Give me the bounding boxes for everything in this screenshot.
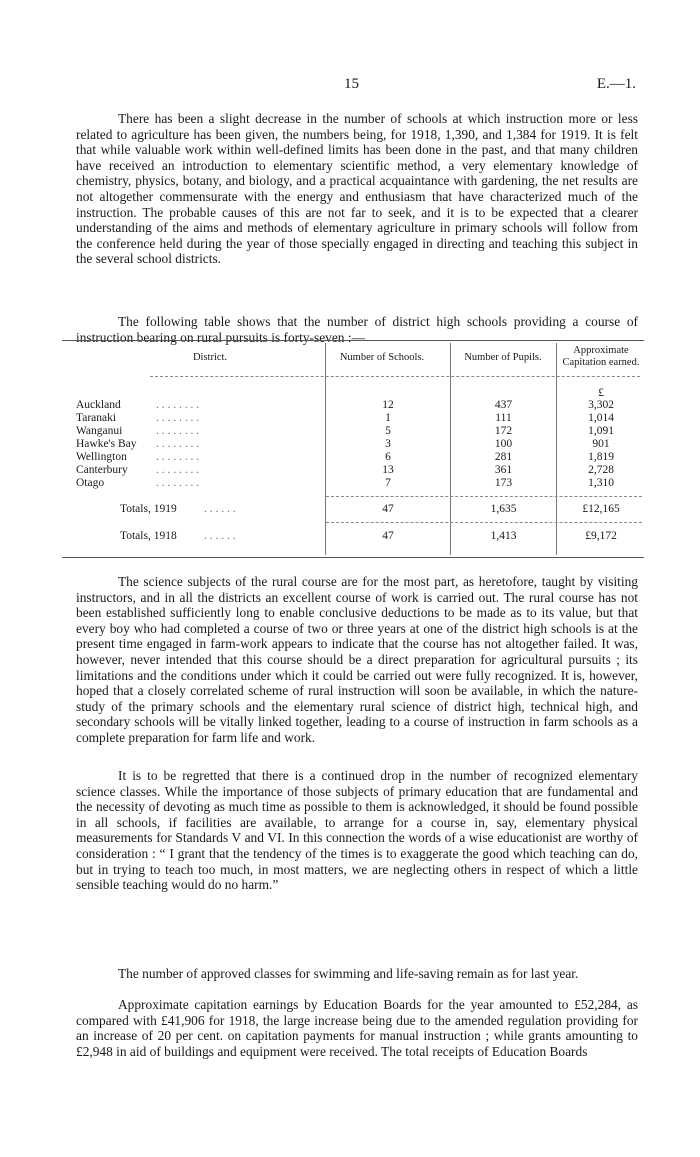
- table-top-rule: [62, 340, 644, 341]
- table-row-pupils: 361: [494, 464, 513, 476]
- page-number: 15: [344, 76, 359, 92]
- paragraph-rural-course: The science subjects of the rural course are for the most part, as heretofore, taught by visiting instructors, and in all the districts an excellent course of work is carried out. The rural course has not been established sufficiently long to enable conclusive deductions to be made as to its value, but that every boy who had completed a course of two or three years at one of the district high schools is at the present time engaged in farm-work appears to indicate that the course has not altogether failed. It was, however, never intended that this course should be a direct preparation for agricultural pursuits ; its limitations and the conditions under which it could be carried out were fully recognized. It is, however, hoped that a closely correlated scheme of rural instruction will soon be available, in which the nature-study of the primary schools and the elementary rural science of district high, technical high, and secondary schools will be vitally linked together, leading to a course of instruction in farm schools as a complete preparation for farm life and work.: [76, 574, 638, 745]
- leader-dots: . . . . . .: [204, 530, 236, 542]
- table-row-schools: 3: [385, 438, 391, 450]
- totals-pupils: 1,413: [490, 530, 517, 542]
- leader-dots: . . . . . . . .: [156, 477, 200, 489]
- header-rule: [150, 376, 640, 377]
- column-header-district: District.: [192, 352, 228, 363]
- column-header-pupils: Number of Pupils.: [464, 352, 542, 363]
- table-row-capitation: 1,310: [588, 477, 614, 489]
- totals-label: Totals, 1918: [120, 530, 177, 542]
- table-row-capitation: 3,302: [588, 399, 614, 411]
- table-row-district: Wanganui: [76, 425, 123, 437]
- leader-dots: . . . . . . . .: [156, 438, 200, 450]
- leader-dots: . . . . . . . .: [156, 451, 200, 463]
- table-row-district: Wellington: [76, 451, 127, 463]
- paragraph-capitation-earnings: Approximate capitation earnings by Education Boards for the year amounted to £52,284, as compared with £41,906 for 1918, the large increase being due to the amended regulation providing for an increase of 20 per cent. on capitation payments for manual instruction ; while grants amounting to £2,948 in aid of buildings and equipment were received. The total receipts of Education Boards: [76, 997, 638, 1059]
- table-row-pupils: 111: [495, 412, 512, 424]
- paragraph-swimming-classes: The number of approved classes for swimming and life-saving remain as for last year.: [118, 966, 579, 981]
- table-row-district: Canterbury: [76, 464, 128, 476]
- table-row-schools: 12: [382, 399, 394, 411]
- leader-dots: . . . . . . . .: [156, 425, 200, 437]
- table-row-district: Hawke's Bay: [76, 438, 137, 450]
- leader-dots: . . . . . . . .: [156, 399, 200, 411]
- table-row-schools: 6: [385, 451, 391, 463]
- paragraph-science-classes: It is to be regretted that there is a continued drop in the number of recognized elementary science classes. While the importance of those subjects of primary education that are fundamental and the necessity of devoting as much time as possible to them is acknowledged, it should be found possible in all schools, if facilities are available, to arrange for a course in, say, elementary physical measurements for Standards V and VI. In this connection the words of a wise educationist are worthy of consideration : “ I grant that the tendency of the times is to exaggerate the good which teaching can do, but in trying to teach too much, in most matters, we are neglecting others in respect of which a little sensible teaching would do no harm.”: [76, 768, 638, 893]
- totals-rule: [326, 496, 642, 497]
- document-reference: E.—1.: [596, 76, 636, 92]
- column-header-capitation: Approximate Capitation earned.: [562, 345, 640, 368]
- column-divider-3: [556, 343, 557, 555]
- table-row-schools: 1: [385, 412, 391, 424]
- leader-dots: . . . . . . . .: [156, 412, 200, 424]
- table-row-pupils: 172: [494, 425, 513, 437]
- table-row-district: Otago: [76, 477, 105, 489]
- currency-unit: £: [598, 387, 604, 399]
- totals-label: Totals, 1919: [120, 503, 177, 515]
- totals-schools: 47: [382, 503, 394, 515]
- column-header-schools: Number of Schools.: [339, 352, 425, 363]
- table-row-pupils: 100: [494, 438, 513, 450]
- leader-dots: . . . . . .: [204, 503, 236, 515]
- table-row-capitation: 1,819: [588, 451, 614, 463]
- table-row-capitation: 2,728: [588, 464, 614, 476]
- paragraph-table-intro: The following table shows that the number of district high schools providing a course of instruction bearing on rural pursuits is forty-seven :—: [76, 314, 638, 345]
- table-row-capitation: 1,091: [588, 425, 614, 437]
- table-row-district: Taranaki: [76, 412, 117, 424]
- page-header: [76, 76, 636, 96]
- table-row-pupils: 281: [494, 451, 513, 463]
- table-row-schools: 7: [385, 477, 391, 489]
- totals-capitation: £12,165: [582, 503, 620, 515]
- table-row-capitation: 901: [592, 438, 610, 450]
- table-row-schools: 13: [382, 464, 394, 476]
- totals-pupils: 1,635: [490, 503, 517, 515]
- table-bottom-rule: [62, 557, 644, 558]
- table-row-district: Auckland: [76, 399, 121, 411]
- table-row-pupils: 173: [494, 477, 513, 489]
- table-row-pupils: 437: [494, 399, 513, 411]
- leader-dots: . . . . . . . .: [156, 464, 200, 476]
- totals-capitation: £9,172: [585, 530, 617, 542]
- totals-schools: 47: [382, 530, 394, 542]
- totals-rule: [326, 522, 642, 523]
- table-row-capitation: 1,014: [588, 412, 614, 424]
- paragraph-agriculture-decrease: There has been a slight decrease in the number of schools at which instruction more or less related to agriculture has been given, the numbers being, for 1918, 1,390, and 1,384 for 1919. It is felt that while valuable work within well-defined limits has been done in the past, and that many children have received an introduction to elementary scientific method, a very elementary knowledge of chemistry, physics, botany, and biology, and a practical acquaintance with gardening, the net results are not altogether commensurate with the energy and enthusiasm that have characterized much of the instruction. The probable causes of this are not far to seek, and it is to be expected that a clearer understanding of the aims and methods of elementary agriculture in primary schools will follow from the conference held during the year of those specially engaged in directing and teaching this subject in the several school districts.: [76, 111, 638, 267]
- table-row-schools: 5: [385, 425, 391, 437]
